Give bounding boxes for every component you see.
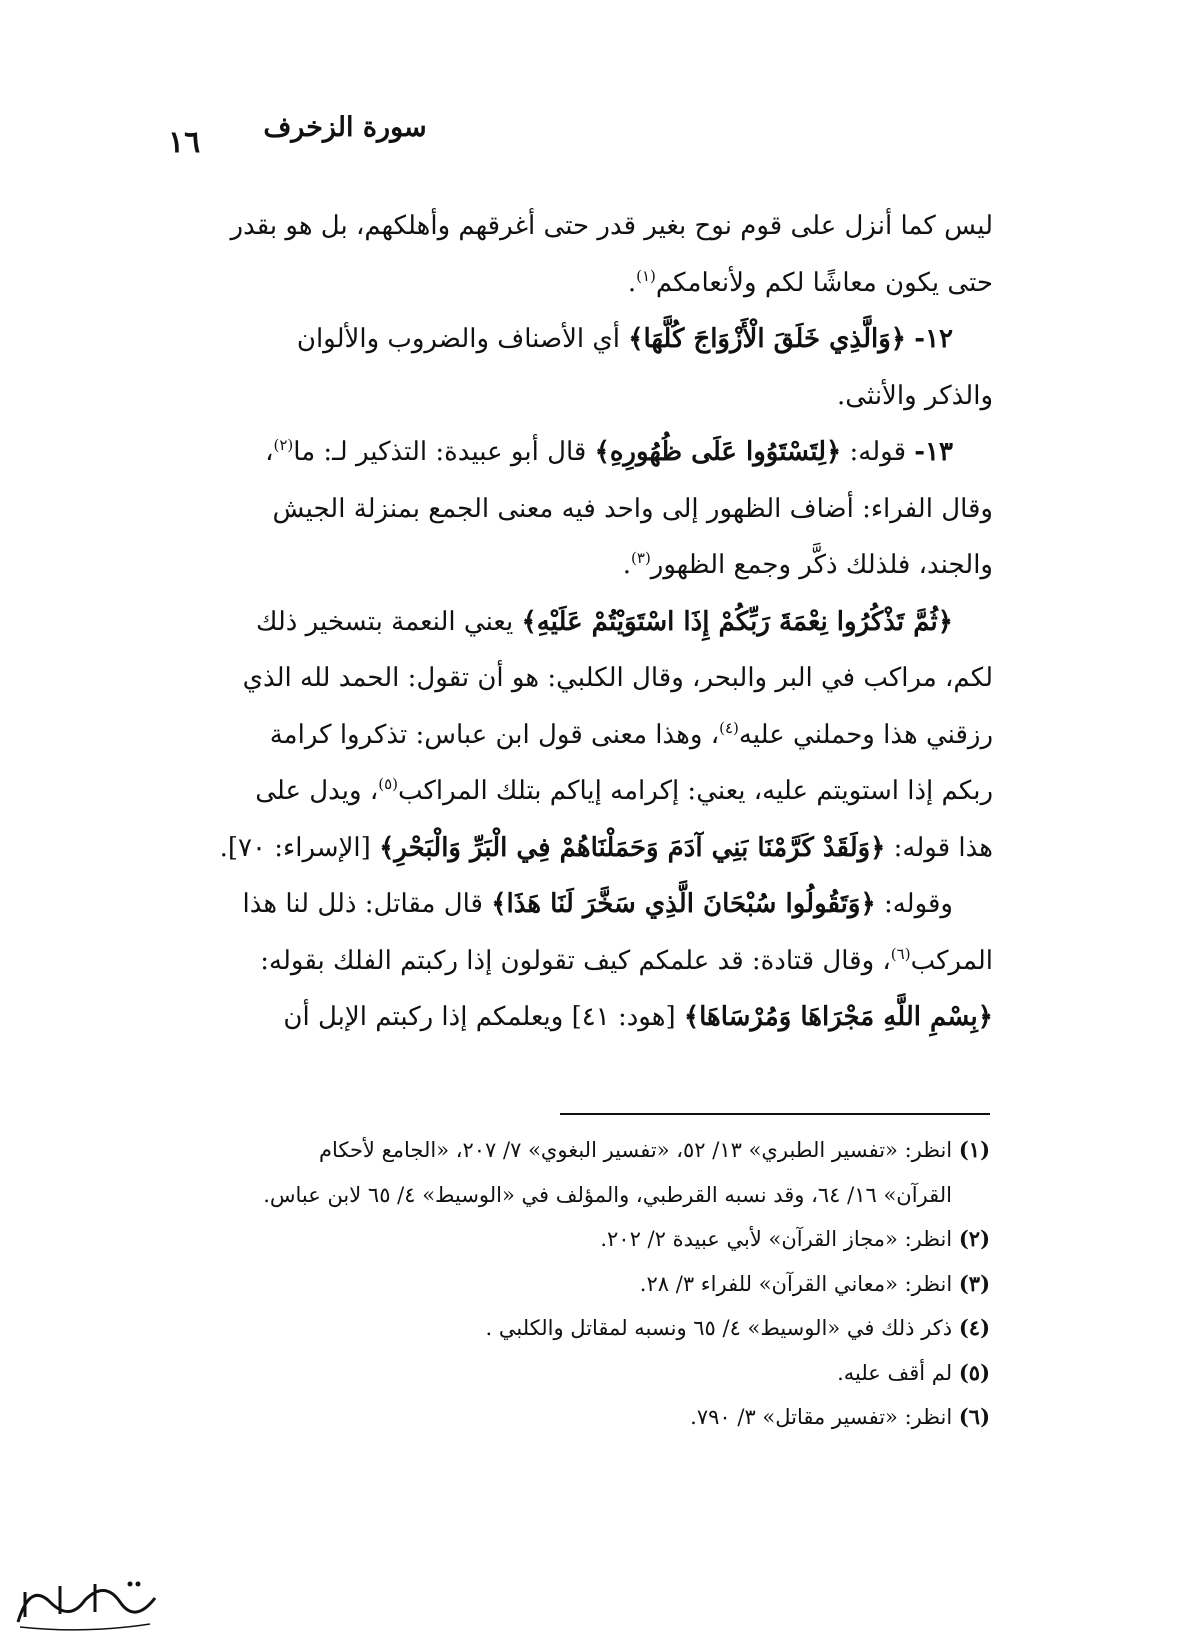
paragraph: [138, 763, 993, 820]
page-number: ١٦: [168, 125, 201, 160]
footnote: [150, 1262, 990, 1307]
text-segment: ، وقال قتادة: قد علمكم كيف تقولون إذا ركبتم الفلك بقوله:: [260, 945, 891, 976]
paragraph: [138, 198, 993, 255]
text-segment: [هود: ٤١] ويعلمكم إذا ركبتم الإبل أن: [283, 1002, 676, 1032]
publisher-logo: [10, 1572, 160, 1634]
text-segment: أي الأصناف والضروب والألوان: [296, 324, 620, 354]
footnote-number: (٢): [958, 1226, 990, 1251]
text-segment: رزقني هذا وحملني عليه: [738, 719, 993, 750]
paragraph: [138, 876, 993, 933]
footnote-number: (٦): [958, 1404, 990, 1429]
footnote-divider: [560, 1113, 990, 1115]
quran-quote: ﴿لِتَسْتَوُوا عَلَى ظُهُورِهِ﴾: [594, 437, 842, 467]
footnote-text: ذكر ذلك في «الوسيط» ٤/ ٦٥ ونسبه لمقاتل والكلبي .: [485, 1316, 953, 1340]
footnote: [150, 1128, 990, 1173]
text-line: لكم، مراكب في البر والبحر، وقال الكلبي: هو أن تقول: الحمد لله الذي: [242, 663, 993, 693]
footnote-continuation: [150, 1173, 990, 1218]
footnote-number: (٤): [958, 1315, 990, 1340]
text-segment: ، وهذا معنى قول ابن عباس: تذكروا كرامة: [269, 719, 720, 750]
text-segment: المركب: [910, 945, 993, 976]
footnote: [150, 1217, 990, 1262]
footnote: [150, 1395, 990, 1440]
footnote-text: انظر: «تفسير مقاتل» ٣/ ٧٩٠.: [690, 1405, 953, 1429]
footnote-text: القرآن» ١٦/ ٦٤، وقد نسبه القرطبي، والمؤلف في «الوسيط» ٤/ ٦٥ لابن عباس.: [263, 1182, 952, 1207]
paragraph: [138, 989, 993, 1046]
footnote-ref: (٦): [890, 944, 911, 963]
text-line: والذكر والأنثى.: [837, 380, 993, 411]
text-segment: يعني النعمة بتسخير ذلك: [255, 606, 514, 637]
main-text: [138, 198, 993, 1046]
footnote-text: انظر: «معاني القرآن» للفراء ٣/ ٢٨.: [639, 1271, 953, 1296]
text-line: ليس كما أنزل على قوم نوح بغير قدر حتى أغرقهم وأهلكهم، بل هو بقدر: [230, 211, 993, 241]
text-segment: .: [627, 267, 637, 298]
paragraph: [138, 255, 993, 312]
quran-quote: ﴿وَتَقُولُوا سُبْحَانَ الَّذِي سَخَّرَ لَنَا هَذَا﴾: [491, 889, 876, 919]
paragraph: [138, 537, 993, 594]
quran-quote: ﴿بِسْمِ اللَّهِ مَجْرَاهَا وَمُرْسَاهَا﴾: [683, 1002, 993, 1032]
paragraph: [138, 933, 993, 990]
paragraph: [138, 594, 993, 651]
text-segment: قال أبو عبيدة: التذكير لـ: ما: [293, 437, 587, 467]
text-segment: قال مقاتل: ذلل لنا هذا: [242, 889, 483, 919]
quran-quote: ﴿وَلَقَدْ كَرَّمْنَا بَنِي آدَمَ وَحَمَلْنَاهُمْ فِي الْبَرِّ وَالْبَحْرِ﴾: [379, 832, 886, 863]
text-segment: ربكم إذا استويتم عليه، يعني: إكرامه إياكم بتلك المراكب: [398, 776, 993, 806]
text-line: وقال الفراء: أضاف الظهور إلى واحد فيه معنى الجمع بمنزلة الجيش: [272, 493, 993, 524]
text-segment: هذا قوله:: [893, 832, 993, 863]
paragraph: [138, 311, 993, 368]
footnote-ref: (٥): [378, 775, 399, 793]
text-segment: والجند، فلذلك ذكَّر وجمع الظهور: [650, 550, 993, 580]
text-segment: ، ويدل على: [255, 776, 379, 806]
paragraph: [138, 650, 993, 707]
footnote-number: (٥): [958, 1359, 990, 1385]
footnote-ref: (٢): [273, 436, 294, 454]
paragraph: [138, 368, 993, 425]
quran-quote: ﴿وَالَّذِي خَلَقَ الْأَزْوَاجَ كُلَّهَا﴾: [628, 324, 906, 354]
footnote-ref: (٤): [719, 718, 739, 737]
footnote: [150, 1306, 990, 1351]
footnote-ref: (٣): [631, 549, 651, 567]
text-segment: حتى يكون معاشًا لكم ولأنعامكم: [655, 267, 993, 298]
text-segment: .: [622, 550, 632, 580]
footnote-number: (١): [958, 1137, 990, 1162]
footnote-text: لم أقف عليه.: [837, 1360, 953, 1385]
paragraph: [138, 707, 993, 764]
text-segment: وقوله:: [883, 889, 953, 919]
text-segment: [الإسراء: ٧٠].: [219, 832, 371, 863]
text-segment: ،: [265, 437, 274, 467]
footnote-text: انظر: «تفسير الطبري» ١٣/ ٥٢، «تفسير البغوي» ٧/ ٢٠٧، «الجامع لأحكام: [318, 1138, 953, 1162]
paragraph: [138, 820, 993, 877]
paragraph: [138, 424, 993, 481]
verse-number: ١٣-: [914, 437, 953, 467]
text-segment: قوله:: [849, 437, 906, 467]
footnotes: [150, 1128, 990, 1440]
quran-quote: ﴿ثُمَّ تَذْكُرُوا نِعْمَةَ رَبِّكُمْ إِذَا اسْتَوَيْتُمْ عَلَيْهِ﴾: [521, 606, 953, 637]
footnote-text: انظر: «مجاز القرآن» لأبي عبيدة ٢/ ٢٠٢.: [600, 1227, 953, 1251]
footnote: [150, 1351, 990, 1396]
footnote-number: (٣): [958, 1270, 990, 1296]
verse-number: ١٢-: [914, 324, 953, 354]
page-title: سورة الزخرف: [263, 112, 427, 143]
paragraph: [138, 481, 993, 538]
footnote-ref: (١): [636, 266, 656, 285]
